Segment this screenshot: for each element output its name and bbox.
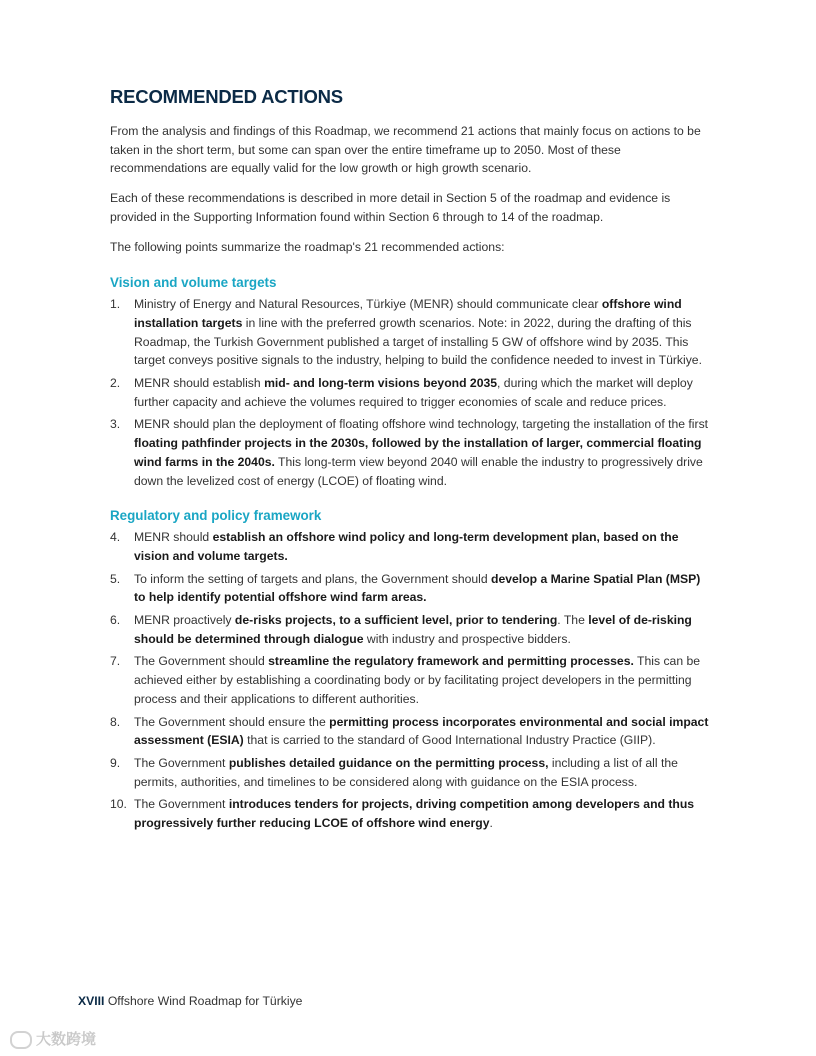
emphasis-text: level of de-risking should be determined through dialogue [134, 613, 692, 646]
list-number: 6. [110, 613, 121, 628]
watermark [10, 1028, 96, 1049]
list-number: 9. [110, 755, 121, 770]
body-text: The Government should ensure the [134, 714, 330, 729]
body-text: The Government [134, 755, 229, 770]
body-text: MENR should establish [134, 376, 265, 391]
list-number: 3. [110, 417, 121, 432]
emphasis-text: publishes detailed guidance on the permitting process, [228, 755, 549, 770]
body-text: MENR should plan the deployment of floating offshore wind technology, targeting the installation of the first [134, 417, 709, 432]
emphasis-text: floating pathfinder projects in the 2030s, followed by the installation of larger, commercial floating wind farms in the 2040s. [134, 436, 702, 469]
body-text: . [489, 816, 493, 831]
emphasis-text: permitting process incorporates environmental and social impact assessment (ESIA) [134, 714, 709, 748]
body-text: that is carried to the standard of Good International Industry Practice (GIIP). [243, 733, 656, 748]
body-text: , during which the market will deploy further capacity and achieve the volumes required to trigger economies of scale and reduce prices. [134, 376, 693, 409]
body-text: The Government should [134, 654, 269, 669]
page-number: XVIII [78, 994, 105, 1008]
list-item [110, 754, 710, 791]
intro-paragraph: The following points summarize the roadmap's 21 recommended actions: [110, 239, 505, 254]
list-item [110, 415, 710, 490]
intro-paragraph: From the analysis and findings of this Roadmap, we recommend 21 actions that mainly focus on actions to be taken in the short term, but some can span over the entire timeframe up to 2050. Most of these recommendations are equally valid for the low growth or high growth scenario. [110, 124, 701, 176]
list-number: 10. [110, 797, 127, 812]
emphasis-text: offshore wind installation targets [134, 297, 682, 330]
body-text: including a list of all the permits, authorities, and timelines to be considered along with guidance on the ESIA process. [134, 755, 678, 789]
watermark-logo-icon [10, 1031, 32, 1049]
list-item [110, 713, 710, 750]
body-text: Ministry of Energy and Natural Resources, Türkiye (MENR) should communicate clear [134, 297, 602, 312]
emphasis-text: streamline the regulatory framework and permitting processes. [268, 654, 634, 669]
body-text: To inform the setting of targets and plans, the Government should [134, 571, 492, 586]
section-heading-vision: Vision and volume targets [110, 275, 277, 291]
list-item [110, 374, 710, 411]
body-text: This can be achieved either by establishing a coordinating body or by facilitating project developers in the permitting process and their applications to different authorities. [134, 654, 701, 706]
list-item [110, 652, 710, 708]
emphasis-text: develop a Marine Spatial Plan (MSP) to help identify potential offshore wind farm areas. [134, 571, 701, 605]
page-content [110, 86, 710, 837]
list-item [110, 528, 710, 565]
body-text: This long-term view beyond 2040 will enable the industry to progressively drive down the levelized cost of energy (LCOE) of floating wind. [134, 454, 703, 488]
body-text: MENR should [134, 530, 213, 545]
recommendation-list-regulatory [110, 528, 710, 833]
body-text: in line with the preferred growth scenarios. Note: in 2022, during the drafting of this Roadmap, the Turkish Government published a target of installing 5 GW of offshore wind by 2035. This target conveys positive signals to the industry, helping to build the confidence needed to invest in Türkiye. [134, 315, 702, 368]
list-item [110, 611, 710, 648]
list-number: 5. [110, 571, 121, 586]
page-footer [78, 994, 302, 1008]
emphasis-text: de-risks projects, to a sufficient level, prior to tendering [234, 613, 558, 628]
intro-paragraph: Each of these recommendations is described in more detail in Section 5 of the roadmap and evidence is provided in the Supporting Information found within Section 6 through to 14 of the roadmap. [110, 191, 671, 224]
document-title: Offshore Wind Roadmap for Türkiye [107, 994, 303, 1008]
list-number: 8. [110, 714, 121, 729]
list-number: 1. [110, 297, 121, 312]
list-number: 2. [110, 376, 121, 391]
body-text: . The [557, 613, 589, 628]
watermark-text: 大数跨境 [36, 1031, 97, 1048]
recommendation-list-vision [110, 295, 710, 490]
body-text: The Government [134, 797, 229, 812]
emphasis-text: mid- and long-term visions beyond 2035 [264, 376, 498, 391]
list-number: 7. [110, 654, 121, 669]
emphasis-text: establish an offshore wind policy and long-term development plan, based on the vision and volume targets. [134, 530, 679, 563]
emphasis-text: introduces tenders for projects, driving competition among developers and thus progressively further reducing LCOE of offshore wind energy [134, 797, 695, 831]
list-item [110, 795, 710, 832]
list-number: 4. [110, 530, 121, 545]
page-title: RECOMMENDED ACTIONS [110, 86, 343, 107]
list-item [110, 295, 710, 370]
body-text: MENR proactively [134, 613, 235, 628]
section-heading-regulatory: Regulatory and policy framework [110, 508, 322, 524]
body-text: with industry and prospective bidders. [363, 631, 571, 646]
list-item [110, 570, 710, 607]
